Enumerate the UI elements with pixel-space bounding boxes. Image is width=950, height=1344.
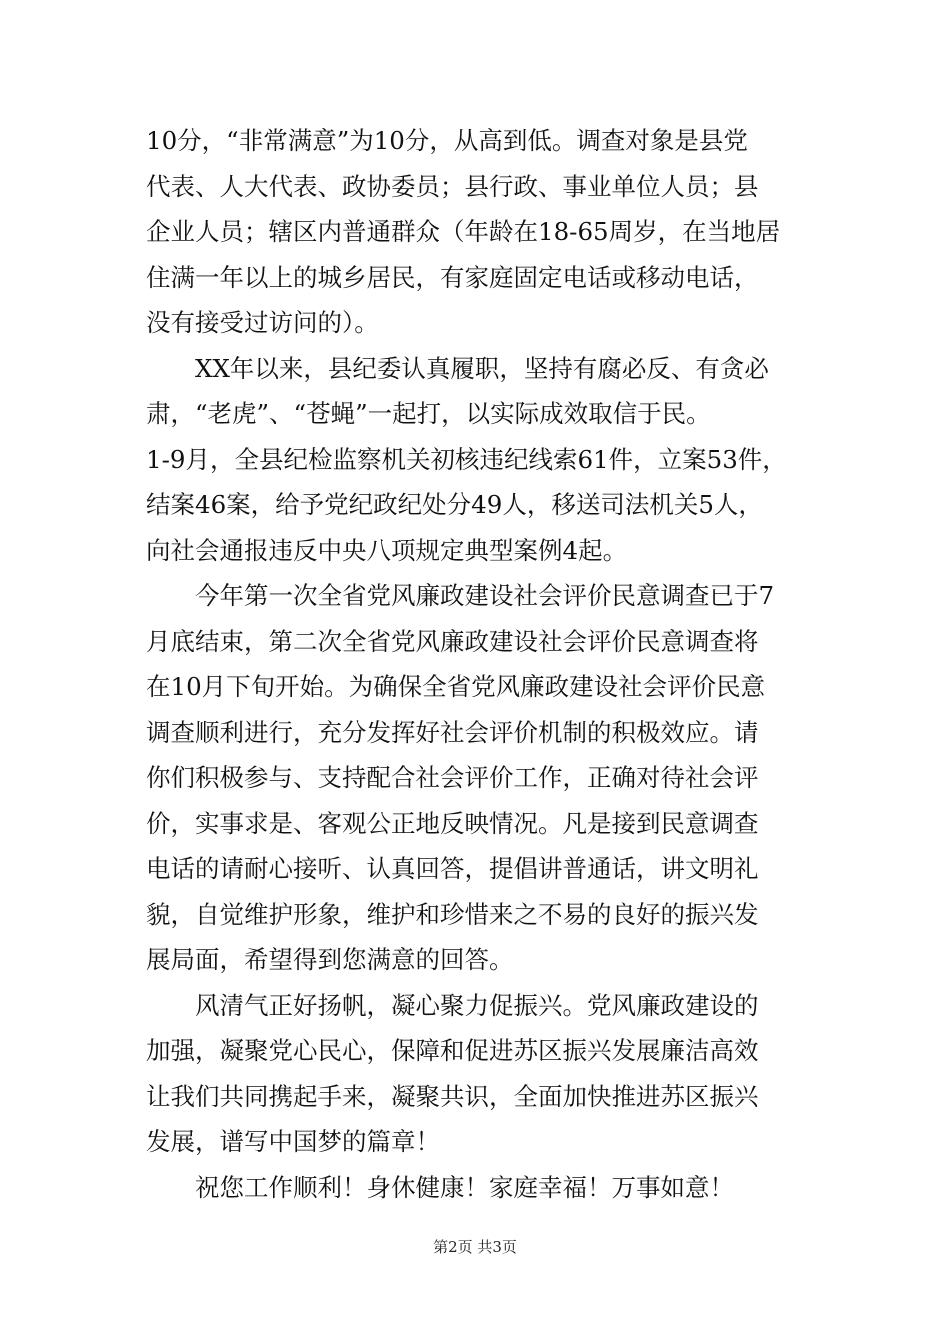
text-line: 10分，“非常满意”为10分，从高到低。调查对象是县党 bbox=[146, 126, 748, 155]
paragraph-5 bbox=[146, 1165, 836, 1211]
paragraph-2 bbox=[146, 346, 836, 574]
text-line: 让我们共同携起手来，凝聚共识，全面加快推进苏区振兴 bbox=[146, 1081, 759, 1111]
text-line: 结案46案，给予党纪政纪处分49人，移送司法机关5人， bbox=[146, 490, 763, 519]
text-line: 发展，谱写中国梦的篇章！ bbox=[146, 1127, 440, 1156]
paragraph-3 bbox=[146, 573, 836, 983]
page-number-footer: 第2页 共3页 bbox=[433, 1238, 517, 1256]
text-line: 月底结束，第二次全省党风廉政建设社会评价民意调查将 bbox=[146, 626, 759, 656]
text-line: 1-9月，全县纪检监察机关初核违纪线索61件，立案53件， bbox=[146, 444, 787, 474]
text-line: 在10月下旬开始。为确保全省党风廉政建设社会评价民意 bbox=[146, 672, 766, 701]
text-line: 电话的请耐心接听、认真回答，提倡讲普通话，讲文明礼 bbox=[146, 854, 759, 883]
text-line: 展局面，希望得到您满意的回答。 bbox=[146, 945, 514, 974]
text-line: 你们积极参与、支持配合社会评价工作，正确对待社会评 bbox=[146, 763, 759, 792]
text-line: 今年第一次全省党风廉政建设社会评价民意调查已于7 bbox=[195, 581, 775, 610]
text-line: 肃，“老虎”、“苍蝇”一起打，以实际成效取信于民。 bbox=[146, 399, 711, 428]
paragraph-4 bbox=[146, 983, 836, 1165]
text-line: 祝您工作顺利！身休健康！家庭幸福！万事如意！ bbox=[195, 1172, 734, 1202]
text-line: 价，实事求是、客观公正地反映情况。凡是接到民意调查 bbox=[146, 808, 759, 838]
text-line: 貌，自觉维护形象，维护和珍惜来之不易的良好的振兴发 bbox=[146, 899, 759, 929]
text-line: 没有接受过访问的）。 bbox=[146, 308, 379, 337]
text-line: 向社会通报违反中央八项规定典型案例4起。 bbox=[146, 535, 628, 565]
text-line: 加强，凝聚党心民心，保障和促进苏区振兴发展廉洁高效 bbox=[146, 1036, 759, 1065]
text-line: 代表、人大代表、政协委员；县行政、事业单位人员；县 bbox=[146, 171, 759, 201]
text-line: 风清气正好扬帆，凝心聚力促振兴。党风廉政建设的 bbox=[195, 990, 759, 1020]
text-line: 住满一年以上的城乡居民，有家庭固定电话或移动电话， bbox=[146, 262, 759, 292]
text-line: XX年以来，县纪委认真履职，坚持有腐必反、有贪必 bbox=[195, 353, 769, 383]
paragraph-1 bbox=[146, 118, 836, 346]
text-line: 企业人员；辖区内普通群众（年龄在18-65周岁，在当地居 bbox=[146, 217, 781, 246]
document-body bbox=[146, 118, 836, 1210]
text-line: 调查顺利进行，充分发挥好社会评价机制的积极效应。请 bbox=[146, 717, 759, 747]
